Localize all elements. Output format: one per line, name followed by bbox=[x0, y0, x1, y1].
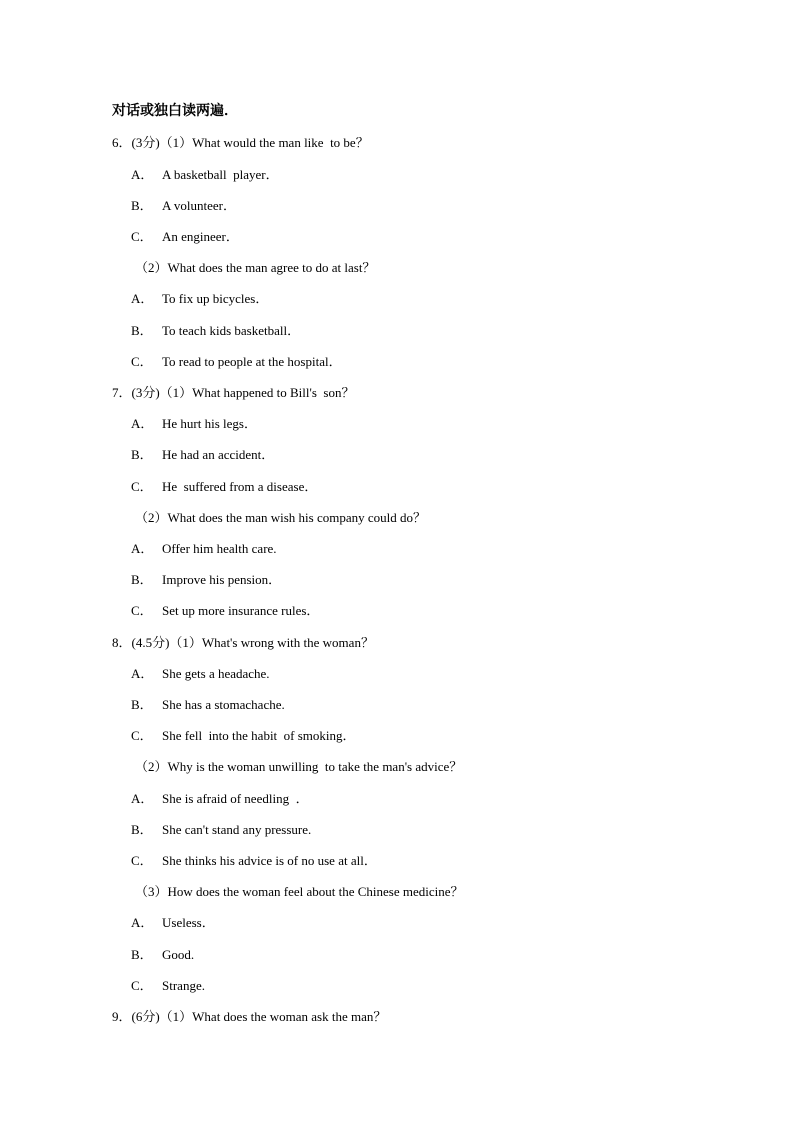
question-7-part2-prompt: （2）What does the man wish his company could do？ bbox=[135, 510, 427, 525]
option-letter: A． bbox=[131, 416, 154, 431]
option-letter: C． bbox=[131, 853, 153, 868]
option-text: She is afraid of needling ． bbox=[162, 791, 309, 806]
option-text: She fell into the habit of smoking． bbox=[162, 728, 356, 743]
option-text: Set up more insurance rules． bbox=[162, 603, 320, 618]
option-letter: A． bbox=[131, 791, 154, 806]
question-6-part2-option-c bbox=[131, 354, 342, 370]
option-letter: C． bbox=[131, 479, 153, 494]
option-letter: B． bbox=[131, 572, 153, 587]
question-8-part1-option-c bbox=[131, 728, 356, 744]
question-6-part2-option-b bbox=[131, 323, 300, 339]
question-8-part1-option-a bbox=[131, 666, 270, 682]
option-text: He hurt his legs． bbox=[162, 416, 257, 431]
question-7-part2-option-c bbox=[131, 603, 319, 619]
question-8-part2-prompt: （2）Why is the woman unwilling to take the man's advice？ bbox=[135, 759, 463, 774]
option-text: To read to people at the hospital． bbox=[162, 354, 342, 369]
option-text: She has a stomachache. bbox=[162, 697, 285, 712]
question-8-part3-prompt: （3）How does the woman feel about the Chinese medicine？ bbox=[135, 884, 464, 899]
option-letter: C． bbox=[131, 229, 153, 244]
option-letter: B． bbox=[131, 947, 153, 962]
option-text: To teach kids basketball． bbox=[162, 323, 301, 338]
question-8-part3-option-a bbox=[131, 915, 215, 931]
option-letter: C． bbox=[131, 603, 153, 618]
section-instruction: 对话或独白读两遍． bbox=[112, 104, 238, 119]
option-text: An engineer． bbox=[162, 229, 239, 244]
option-letter: C． bbox=[131, 728, 153, 743]
option-text: Improve his pension． bbox=[162, 572, 282, 587]
question-6-part2-prompt: （2）What does the man agree to do at last？ bbox=[135, 260, 376, 275]
question-7-header: 7．(3分)（1）What happened to Bill's son？ bbox=[112, 385, 355, 400]
question-6-part1-option-c bbox=[131, 229, 239, 245]
option-text: Useless． bbox=[162, 915, 215, 930]
question-8-part3-option-b bbox=[131, 947, 194, 963]
question-8-part3-option-c bbox=[131, 978, 205, 994]
option-letter: A． bbox=[131, 167, 154, 182]
option-letter: A． bbox=[131, 541, 154, 556]
question-7-part1-option-a bbox=[131, 416, 257, 432]
option-letter: B． bbox=[131, 198, 153, 213]
question-7-part1-option-c bbox=[131, 479, 317, 495]
question-7-part2-option-b bbox=[131, 572, 281, 588]
option-letter: C． bbox=[131, 354, 153, 369]
option-text: She gets a headache. bbox=[162, 666, 270, 681]
question-6-part1-option-a bbox=[131, 167, 279, 183]
question-6-header: 6．(3分)（1）What would the man like to be？ bbox=[112, 135, 369, 150]
question-6-part1-option-b bbox=[131, 198, 236, 214]
option-text: A volunteer． bbox=[162, 198, 237, 213]
option-text: To fix up bicycles． bbox=[162, 291, 269, 306]
question-7-part1-option-b bbox=[131, 447, 274, 463]
option-text: Offer him health care. bbox=[162, 541, 277, 556]
option-letter: B． bbox=[131, 697, 153, 712]
option-letter: A． bbox=[131, 666, 154, 681]
option-letter: B． bbox=[131, 822, 153, 837]
question-9-header: 9．(6分)（1）What does the woman ask the man？ bbox=[112, 1009, 387, 1024]
option-text: He suffered from a disease． bbox=[162, 479, 318, 494]
question-8-header: 8．(4.5分)（1）What's wrong with the woman？ bbox=[112, 635, 374, 650]
option-letter: C． bbox=[131, 978, 153, 993]
option-text: She thinks his advice is of no use at all． bbox=[162, 853, 377, 868]
option-letter: B． bbox=[131, 447, 153, 462]
option-letter: A． bbox=[131, 291, 154, 306]
option-letter: A． bbox=[131, 915, 154, 930]
option-text: He had an accident． bbox=[162, 447, 275, 462]
question-8-part2-option-a bbox=[131, 791, 309, 807]
option-text: Strange. bbox=[162, 978, 205, 993]
option-letter: B． bbox=[131, 323, 153, 338]
question-8-part1-option-b bbox=[131, 697, 285, 713]
question-8-part2-option-b bbox=[131, 822, 311, 838]
option-text: Good. bbox=[162, 947, 195, 962]
question-8-part2-option-c bbox=[131, 853, 377, 869]
option-text: She can't stand any pressure. bbox=[162, 822, 312, 837]
question-6-part2-option-a bbox=[131, 291, 268, 307]
option-text: A basketball player． bbox=[162, 167, 279, 182]
question-7-part2-option-a bbox=[131, 541, 277, 557]
